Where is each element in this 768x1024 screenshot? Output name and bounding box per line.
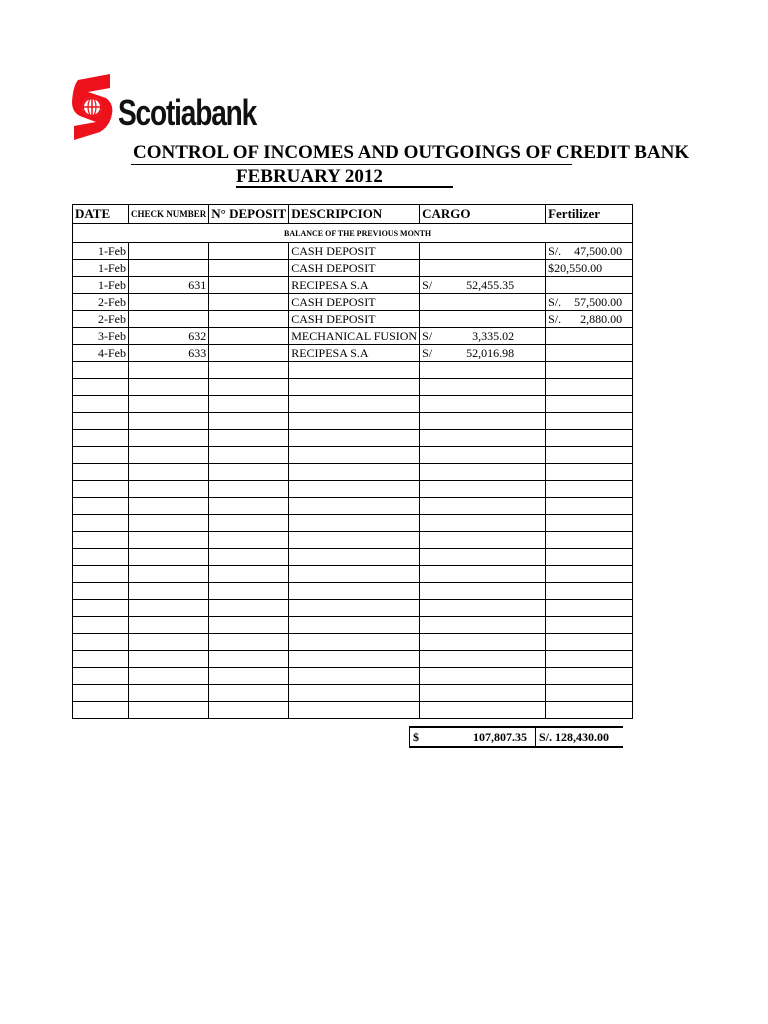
description-cell: RECIPESA S.A	[289, 345, 420, 362]
empty-cell	[129, 668, 209, 685]
empty-cell	[209, 634, 289, 651]
total-fertilizer: 128,430.00	[555, 729, 610, 744]
check-number-cell: 632	[129, 328, 209, 345]
empty-cell	[73, 464, 129, 481]
empty-cell	[420, 362, 546, 379]
empty-cell	[289, 600, 420, 617]
empty-row	[73, 379, 633, 396]
total-fertilizer-cell	[536, 727, 623, 747]
title-underline	[131, 164, 572, 165]
empty-cell	[73, 413, 129, 430]
empty-row	[73, 413, 633, 430]
empty-cell	[73, 702, 129, 719]
empty-row	[73, 702, 633, 719]
check-number-cell	[129, 311, 209, 328]
totals-table	[409, 726, 623, 748]
empty-row	[73, 362, 633, 379]
cargo-cell	[420, 328, 546, 345]
empty-cell	[289, 498, 420, 515]
empty-cell	[420, 396, 546, 413]
description-cell: CASH DEPOSIT	[289, 243, 420, 260]
empty-cell	[420, 668, 546, 685]
empty-cell	[209, 447, 289, 464]
empty-cell	[129, 362, 209, 379]
empty-cell	[420, 413, 546, 430]
page-title: CONTROL OF INCOMES AND OUTGOINGS OF CREDIT BANK	[133, 142, 690, 163]
empty-cell	[209, 685, 289, 702]
empty-cell	[73, 396, 129, 413]
empty-cell	[289, 634, 420, 651]
empty-cell	[209, 668, 289, 685]
balance-label: BALANCE OF THE PREVIOUS MONTH	[284, 229, 432, 238]
empty-cell	[129, 379, 209, 396]
empty-row	[73, 668, 633, 685]
fertilizer-cell	[546, 260, 633, 277]
date-cell: 3-Feb	[73, 328, 129, 345]
empty-cell	[73, 447, 129, 464]
empty-row	[73, 583, 633, 600]
date-cell: 1-Feb	[73, 277, 129, 294]
empty-cell	[420, 549, 546, 566]
empty-cell	[209, 413, 289, 430]
empty-row	[73, 396, 633, 413]
empty-cell	[546, 498, 633, 515]
fertilizer-cell	[546, 311, 633, 328]
empty-cell	[73, 600, 129, 617]
fertilizer-currency: S/.	[548, 295, 562, 309]
cargo-cell	[420, 277, 546, 294]
check-number-cell	[129, 260, 209, 277]
empty-row	[73, 481, 633, 498]
empty-cell	[289, 617, 420, 634]
empty-cell	[420, 430, 546, 447]
empty-cell	[73, 515, 129, 532]
table-row	[73, 311, 633, 328]
empty-cell	[420, 617, 546, 634]
empty-cell	[209, 702, 289, 719]
cargo-currency: S/	[422, 346, 433, 360]
empty-cell	[546, 583, 633, 600]
empty-cell	[546, 685, 633, 702]
empty-cell	[289, 702, 420, 719]
empty-cell	[209, 583, 289, 600]
fertilizer-amount: 57,500.00	[574, 295, 623, 309]
header-row	[73, 205, 633, 224]
date-cell: 1-Feb	[73, 243, 129, 260]
empty-cell	[209, 566, 289, 583]
cargo-currency: S/	[422, 329, 433, 343]
cargo-cell	[420, 294, 546, 311]
table-row	[73, 345, 633, 362]
empty-cell	[420, 515, 546, 532]
empty-cell	[73, 617, 129, 634]
empty-cell	[546, 600, 633, 617]
empty-row	[73, 447, 633, 464]
empty-cell	[129, 600, 209, 617]
empty-row	[73, 566, 633, 583]
empty-cell	[73, 481, 129, 498]
empty-cell	[289, 583, 420, 600]
fertilizer-currency: S/.	[548, 312, 562, 326]
empty-cell	[546, 651, 633, 668]
empty-cell	[129, 447, 209, 464]
empty-cell	[209, 379, 289, 396]
empty-cell	[546, 702, 633, 719]
check-number-cell	[129, 243, 209, 260]
page-subtitle: FEBRUARY 2012	[236, 166, 383, 187]
empty-cell	[546, 634, 633, 651]
deposit-cell	[209, 277, 289, 294]
empty-cell	[289, 651, 420, 668]
empty-row	[73, 617, 633, 634]
empty-cell	[289, 464, 420, 481]
empty-cell	[420, 583, 546, 600]
empty-cell	[209, 396, 289, 413]
deposit-cell	[209, 243, 289, 260]
empty-cell	[289, 668, 420, 685]
description-cell: CASH DEPOSIT	[289, 260, 420, 277]
empty-cell	[420, 498, 546, 515]
fertilizer-cell	[546, 345, 633, 362]
empty-row	[73, 532, 633, 549]
empty-cell	[129, 549, 209, 566]
col-check-number: CHECK NUMBER	[129, 205, 209, 224]
col-cargo: CARGO	[420, 205, 546, 224]
empty-cell	[289, 549, 420, 566]
total-fertilizer-currency: S/.	[539, 729, 553, 744]
empty-row	[73, 515, 633, 532]
cargo-amount: 52,455.35	[466, 278, 515, 292]
empty-cell	[129, 430, 209, 447]
table-row	[73, 243, 633, 260]
empty-cell	[546, 617, 633, 634]
table-row	[73, 277, 633, 294]
empty-cell	[546, 464, 633, 481]
empty-cell	[289, 396, 420, 413]
cargo-cell	[420, 243, 546, 260]
empty-row	[73, 651, 633, 668]
date-cell: 1-Feb	[73, 260, 129, 277]
empty-cell	[546, 668, 633, 685]
empty-cell	[546, 532, 633, 549]
empty-cell	[209, 430, 289, 447]
empty-cell	[209, 532, 289, 549]
total-cargo: 107,807.35	[473, 729, 527, 744]
cargo-cell	[420, 345, 546, 362]
empty-row	[73, 685, 633, 702]
empty-cell	[546, 515, 633, 532]
empty-cell	[420, 566, 546, 583]
scotiabank-s-icon	[70, 74, 114, 140]
brand-name: Scotiabank	[118, 92, 257, 133]
cargo-currency: S/	[422, 278, 433, 292]
deposit-cell	[209, 294, 289, 311]
empty-cell	[73, 549, 129, 566]
empty-cell	[129, 583, 209, 600]
deposit-cell	[209, 260, 289, 277]
empty-cell	[289, 515, 420, 532]
empty-cell	[289, 447, 420, 464]
empty-cell	[129, 702, 209, 719]
empty-cell	[209, 464, 289, 481]
empty-cell	[209, 498, 289, 515]
empty-cell	[73, 362, 129, 379]
empty-cell	[129, 566, 209, 583]
empty-cell	[73, 379, 129, 396]
check-number-cell	[129, 294, 209, 311]
cargo-cell	[420, 260, 546, 277]
empty-cell	[289, 481, 420, 498]
empty-cell	[209, 651, 289, 668]
empty-cell	[420, 481, 546, 498]
total-cargo-cell	[410, 727, 536, 747]
empty-cell	[209, 600, 289, 617]
empty-cell	[420, 702, 546, 719]
empty-cell	[546, 379, 633, 396]
empty-row	[73, 549, 633, 566]
ledger-table	[72, 204, 633, 719]
empty-cell	[546, 481, 633, 498]
col-date: DATE	[73, 205, 129, 224]
total-cargo-currency: $	[413, 729, 419, 744]
cargo-amount: 3,335.02	[472, 329, 515, 343]
empty-cell	[129, 464, 209, 481]
empty-cell	[209, 362, 289, 379]
fertilizer-cell	[546, 243, 633, 260]
fertilizer-cell	[546, 277, 633, 294]
fertilizer-amount: $20,550.00	[548, 261, 603, 275]
fertilizer-amount: 47,500.00	[574, 244, 623, 258]
empty-cell	[73, 498, 129, 515]
empty-cell	[129, 396, 209, 413]
empty-cell	[546, 430, 633, 447]
empty-cell	[420, 532, 546, 549]
scotiabank-logo	[70, 72, 270, 140]
empty-cell	[73, 532, 129, 549]
empty-cell	[289, 532, 420, 549]
empty-cell	[209, 549, 289, 566]
empty-cell	[209, 515, 289, 532]
date-cell: 2-Feb	[73, 294, 129, 311]
description-cell: RECIPESA S.A	[289, 277, 420, 294]
empty-cell	[420, 464, 546, 481]
empty-cell	[289, 379, 420, 396]
empty-cell	[546, 549, 633, 566]
empty-cell	[546, 362, 633, 379]
empty-cell	[73, 668, 129, 685]
empty-cell	[209, 481, 289, 498]
empty-cell	[129, 685, 209, 702]
empty-cell	[546, 396, 633, 413]
empty-cell	[420, 447, 546, 464]
empty-row	[73, 464, 633, 481]
empty-row	[73, 634, 633, 651]
empty-cell	[73, 566, 129, 583]
totals-row	[410, 727, 623, 747]
empty-cell	[73, 583, 129, 600]
table-row	[73, 328, 633, 345]
table-row	[73, 260, 633, 277]
empty-cell	[420, 651, 546, 668]
empty-cell	[289, 430, 420, 447]
description-cell: MECHANICAL FUSION	[289, 328, 420, 345]
empty-cell	[289, 413, 420, 430]
empty-cell	[420, 685, 546, 702]
col-description: DESCRIPCION	[289, 205, 420, 224]
empty-row	[73, 498, 633, 515]
empty-row	[73, 430, 633, 447]
description-cell: CASH DEPOSIT	[289, 294, 420, 311]
date-cell: 4-Feb	[73, 345, 129, 362]
cargo-amount: 52,016.98	[466, 346, 515, 360]
description-cell: CASH DEPOSIT	[289, 311, 420, 328]
empty-cell	[73, 430, 129, 447]
empty-cell	[129, 617, 209, 634]
balance-row	[73, 224, 633, 243]
col-fertilizer: Fertilizer	[546, 205, 633, 224]
empty-cell	[129, 481, 209, 498]
empty-cell	[546, 566, 633, 583]
fertilizer-cell	[546, 294, 633, 311]
check-number-cell: 631	[129, 277, 209, 294]
empty-cell	[129, 651, 209, 668]
empty-cell	[420, 634, 546, 651]
empty-cell	[546, 413, 633, 430]
fertilizer-currency: S/.	[548, 244, 562, 258]
empty-cell	[129, 634, 209, 651]
empty-cell	[129, 532, 209, 549]
deposit-cell	[209, 345, 289, 362]
empty-cell	[129, 413, 209, 430]
empty-cell	[546, 447, 633, 464]
deposit-cell	[209, 311, 289, 328]
empty-cell	[129, 498, 209, 515]
check-number-cell: 633	[129, 345, 209, 362]
empty-cell	[289, 685, 420, 702]
empty-cell	[289, 566, 420, 583]
deposit-cell	[209, 328, 289, 345]
fertilizer-amount: 2,880.00	[580, 312, 623, 326]
table-row	[73, 294, 633, 311]
fertilizer-cell	[546, 328, 633, 345]
col-deposit: N° DEPOSIT	[209, 205, 289, 224]
cargo-cell	[420, 311, 546, 328]
empty-cell	[73, 685, 129, 702]
empty-row	[73, 600, 633, 617]
empty-cell	[73, 634, 129, 651]
empty-cell	[420, 379, 546, 396]
subtitle-underline	[236, 186, 453, 188]
empty-cell	[129, 515, 209, 532]
empty-cell	[420, 600, 546, 617]
empty-cell	[209, 617, 289, 634]
date-cell: 2-Feb	[73, 311, 129, 328]
empty-cell	[73, 651, 129, 668]
empty-cell	[289, 362, 420, 379]
